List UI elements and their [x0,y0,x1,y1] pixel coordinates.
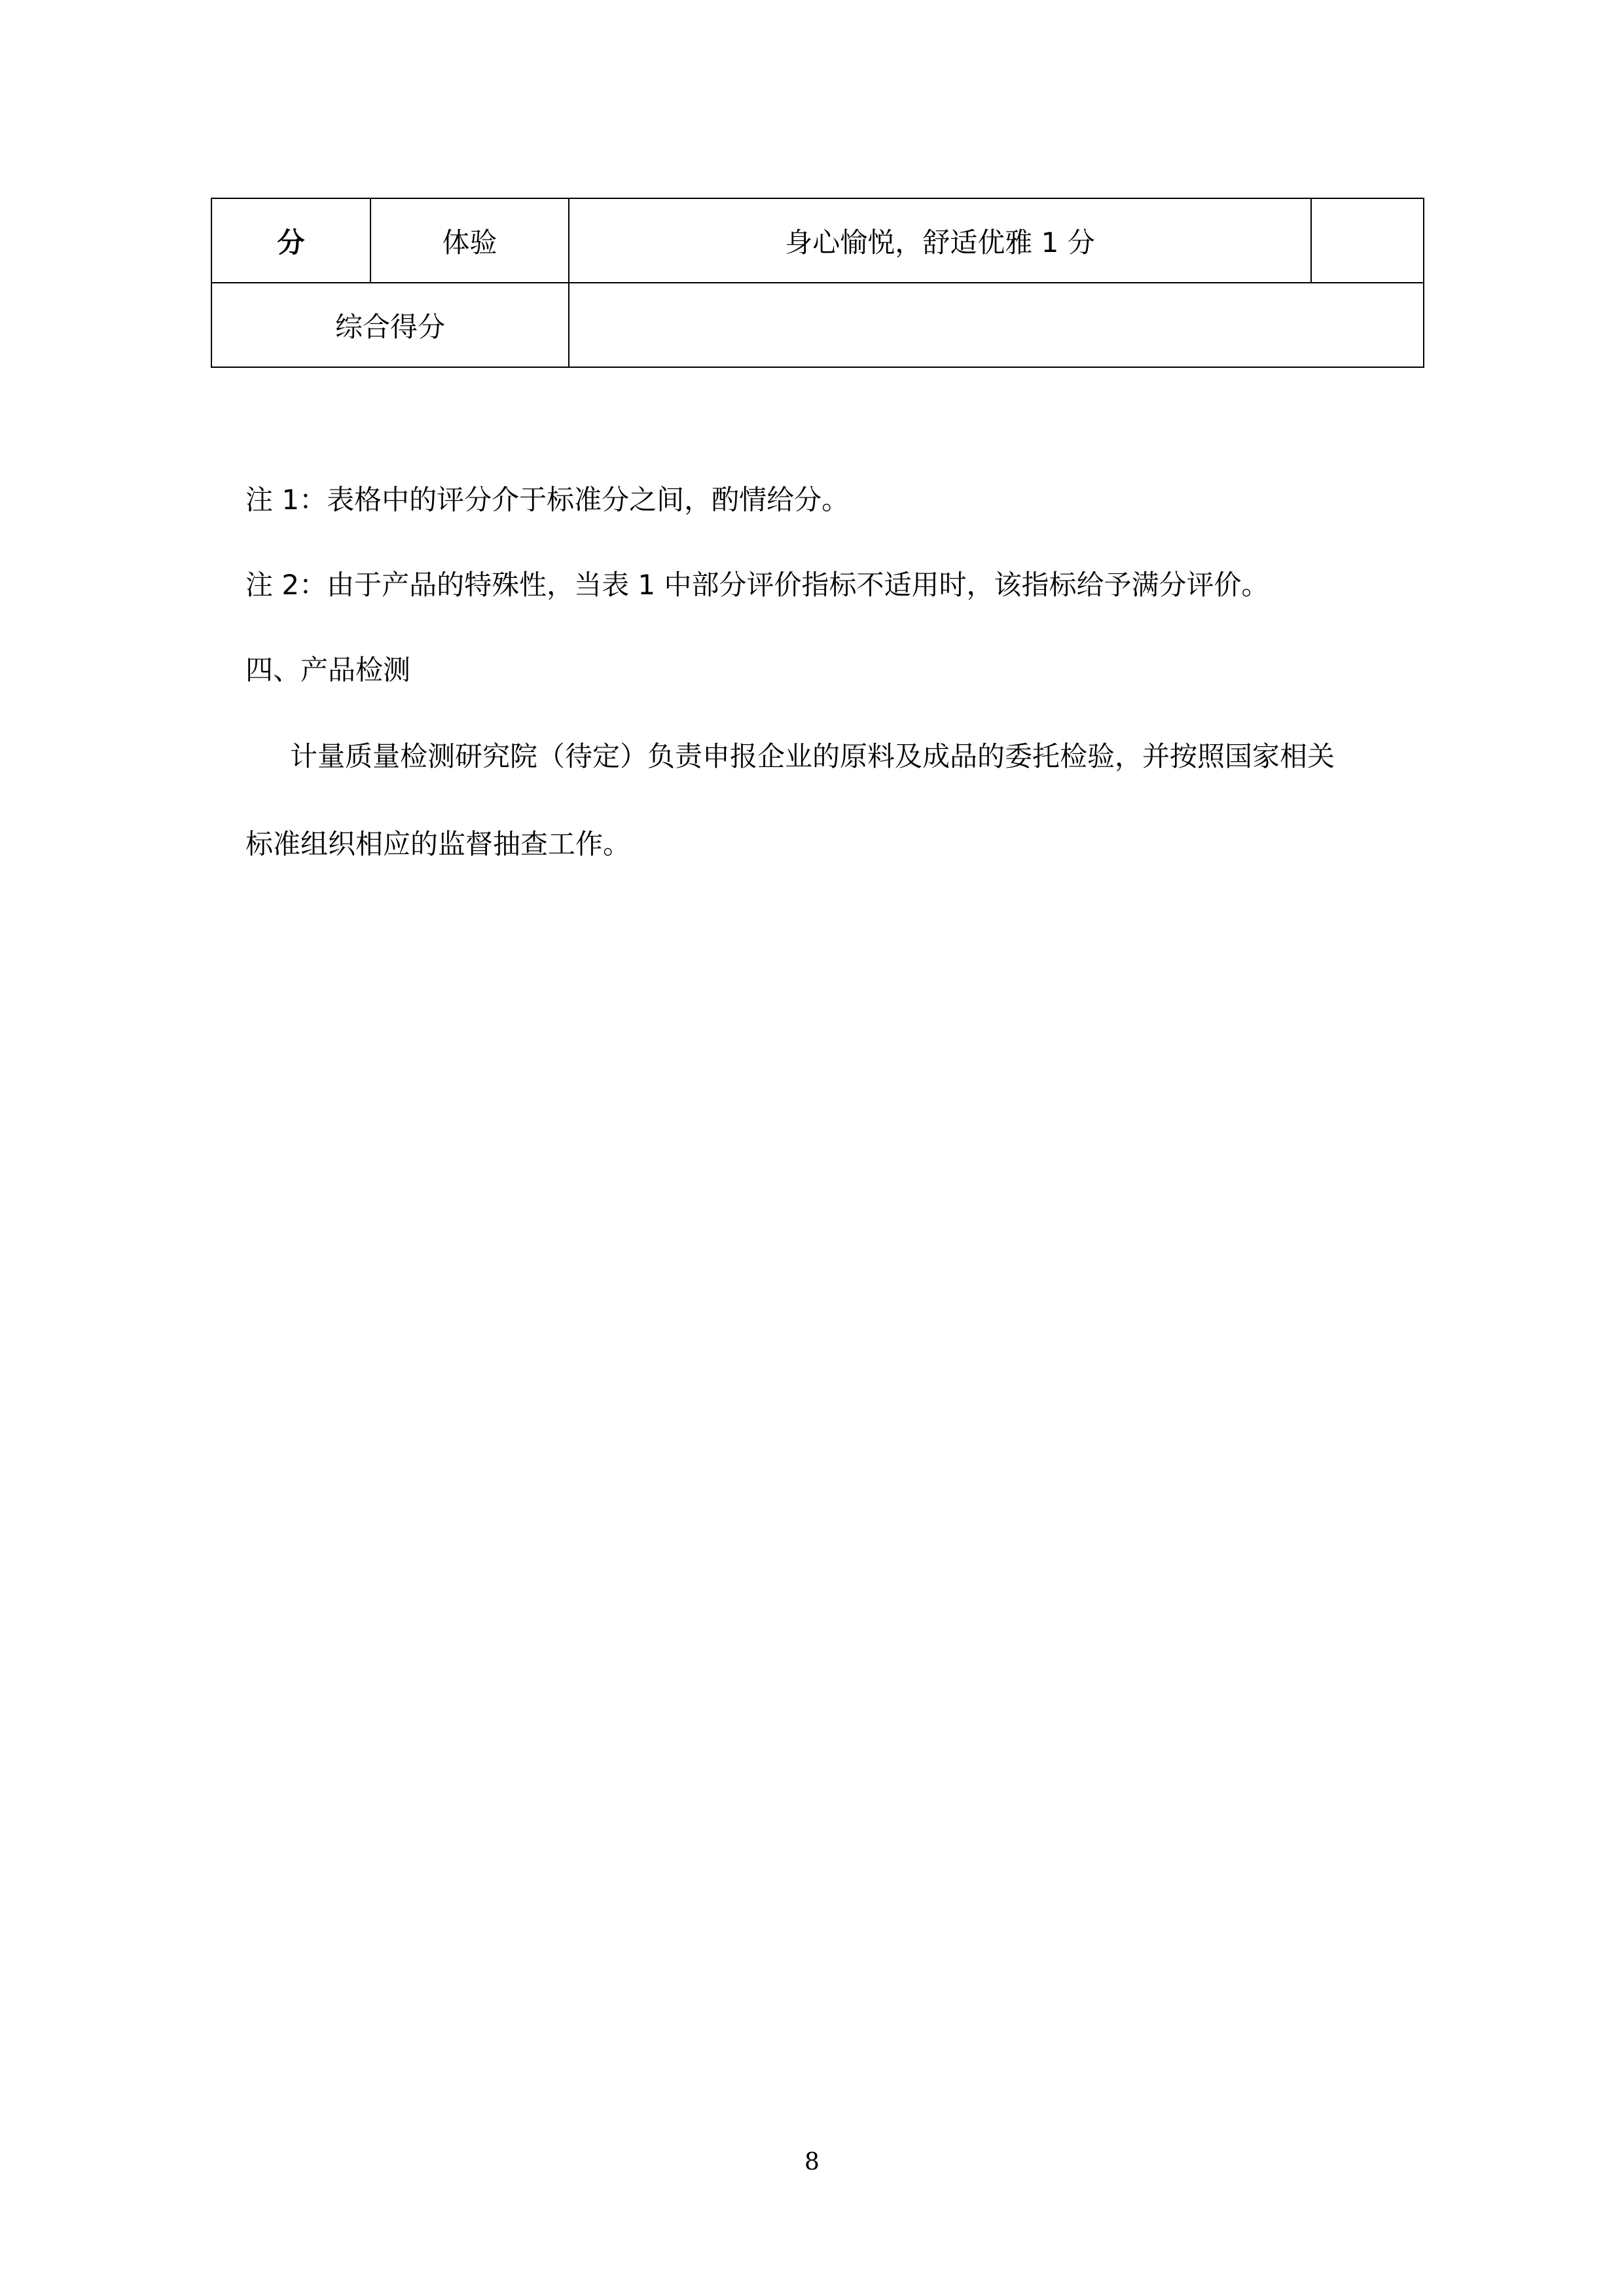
page-number: 8 [804,2149,820,2176]
total-score-label: 综合得分 [211,283,569,367]
score-cell [1311,198,1424,283]
table-row [211,283,1424,367]
score-table [211,198,1424,368]
criterion-cell: 身心愉悦，舒适优雅 1 分 [569,198,1311,283]
note-1: 注 1：表格中的评分介于标准分之间，酌情给分。 [245,484,850,516]
item-cell: 体验 [370,198,569,283]
table-row [211,198,1424,283]
section-heading: 四、产品检测 [245,654,411,686]
paragraph-line-2: 标准组织相应的监督抽查工作。 [245,828,631,860]
category-cell: 分 [211,198,370,283]
note-2: 注 2：由于产品的特殊性，当表 1 中部分评价指标不适用时，该指标给予满分评价。 [245,569,1269,601]
paragraph-line-1: 计量质量检测研究院（待定）负责申报企业的原料及成品的委托检验，并按照国家相关 [290,740,1335,772]
total-score-value [569,283,1424,367]
